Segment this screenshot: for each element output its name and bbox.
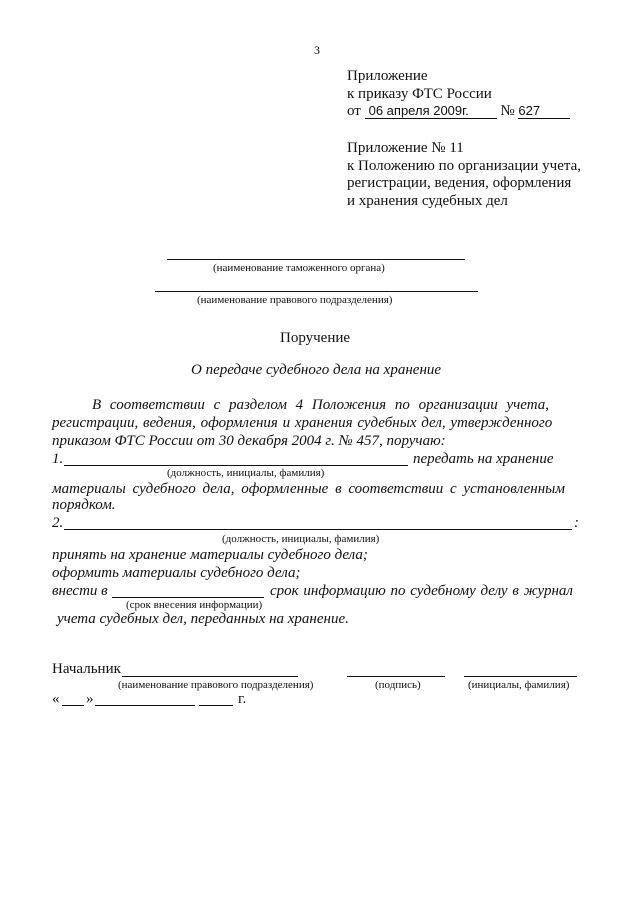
document-title: Поручение xyxy=(280,330,351,346)
signature-caption: (подпись) xyxy=(375,679,421,691)
appendix-line-4: и хранения судебных дел xyxy=(347,193,508,209)
header-number-sign: № xyxy=(500,103,515,119)
header-appendix-label: Приложение xyxy=(347,68,428,84)
appendix-number: Приложение № 11 xyxy=(347,140,464,156)
name-line[interactable] xyxy=(464,676,577,677)
enter-prefix: внести в xyxy=(52,583,108,599)
item2-assignee-caption: (должность, инициалы, фамилия) xyxy=(222,533,380,545)
date-day-line[interactable] xyxy=(62,705,84,706)
item1-action: передать на хранение xyxy=(413,451,554,467)
appendix-line-2: к Положению по организации учета, xyxy=(347,158,582,174)
signature-line[interactable] xyxy=(347,676,445,677)
header-order-ref: к приказу ФТС России xyxy=(347,86,492,102)
journal-line: учета судебных дел, переданных на хранение. xyxy=(57,611,349,627)
format-instruction: оформить материалы судебного дела; xyxy=(52,565,301,581)
header-date-line xyxy=(347,103,570,120)
item2-assignee-line[interactable] xyxy=(64,529,572,530)
header-number: 627 xyxy=(518,103,570,119)
item1-line-2: материалы судебного дела, оформленные в соответствии с установленным xyxy=(52,481,565,497)
customs-body-caption: (наименование таможенного органа) xyxy=(213,262,385,274)
date-month-line[interactable] xyxy=(95,705,195,706)
page-number: 3 xyxy=(314,43,320,57)
header-date: 06 апреля 2009г. xyxy=(365,103,497,119)
date-year-suffix: г. xyxy=(238,691,247,707)
date-year-line[interactable] xyxy=(199,705,233,706)
header-from: от xyxy=(347,103,361,119)
item2-number: 2. xyxy=(52,515,64,531)
intro-line-2: регистрации, ведения, оформления и хранения судебных дел, утвержденного xyxy=(52,415,553,431)
date-quote-close: » xyxy=(86,691,94,707)
item1-assignee-line[interactable] xyxy=(64,465,408,466)
chief-label: Начальник xyxy=(52,661,121,677)
deadline-caption: (срок внесения информации) xyxy=(126,599,263,611)
enter-suffix: срок информацию по судебному делу в журнал xyxy=(270,583,573,599)
document-subtitle: О передаче судебного дела на хранение xyxy=(191,362,442,378)
accept-instruction: принять на хранение материалы судебного дела; xyxy=(52,547,368,563)
intro-line-1: В соответствии с разделом 4 Положения по организации учета, xyxy=(92,397,549,413)
item1-line-3: порядком. xyxy=(52,497,116,513)
name-caption: (инициалы, фамилия) xyxy=(468,679,570,691)
intro-line-3: приказом ФТС России от 30 декабря 2004 г. № 457, поручаю: xyxy=(52,433,446,449)
item1-number: 1. xyxy=(52,451,64,467)
date-quote-open: « xyxy=(52,691,60,707)
appendix-line-3: регистрации, ведения, оформления xyxy=(347,175,572,191)
deadline-line[interactable] xyxy=(112,597,264,598)
legal-dept-line[interactable] xyxy=(155,291,478,292)
legal-dept-caption: (наименование правового подразделения) xyxy=(197,294,393,306)
item1-assignee-caption: (должность, инициалы, фамилия) xyxy=(167,467,325,479)
chief-dept-line[interactable] xyxy=(122,676,298,677)
chief-dept-caption: (наименование правового подразделения) xyxy=(118,679,314,691)
item2-colon: : xyxy=(574,515,579,531)
customs-body-line[interactable] xyxy=(167,259,465,260)
